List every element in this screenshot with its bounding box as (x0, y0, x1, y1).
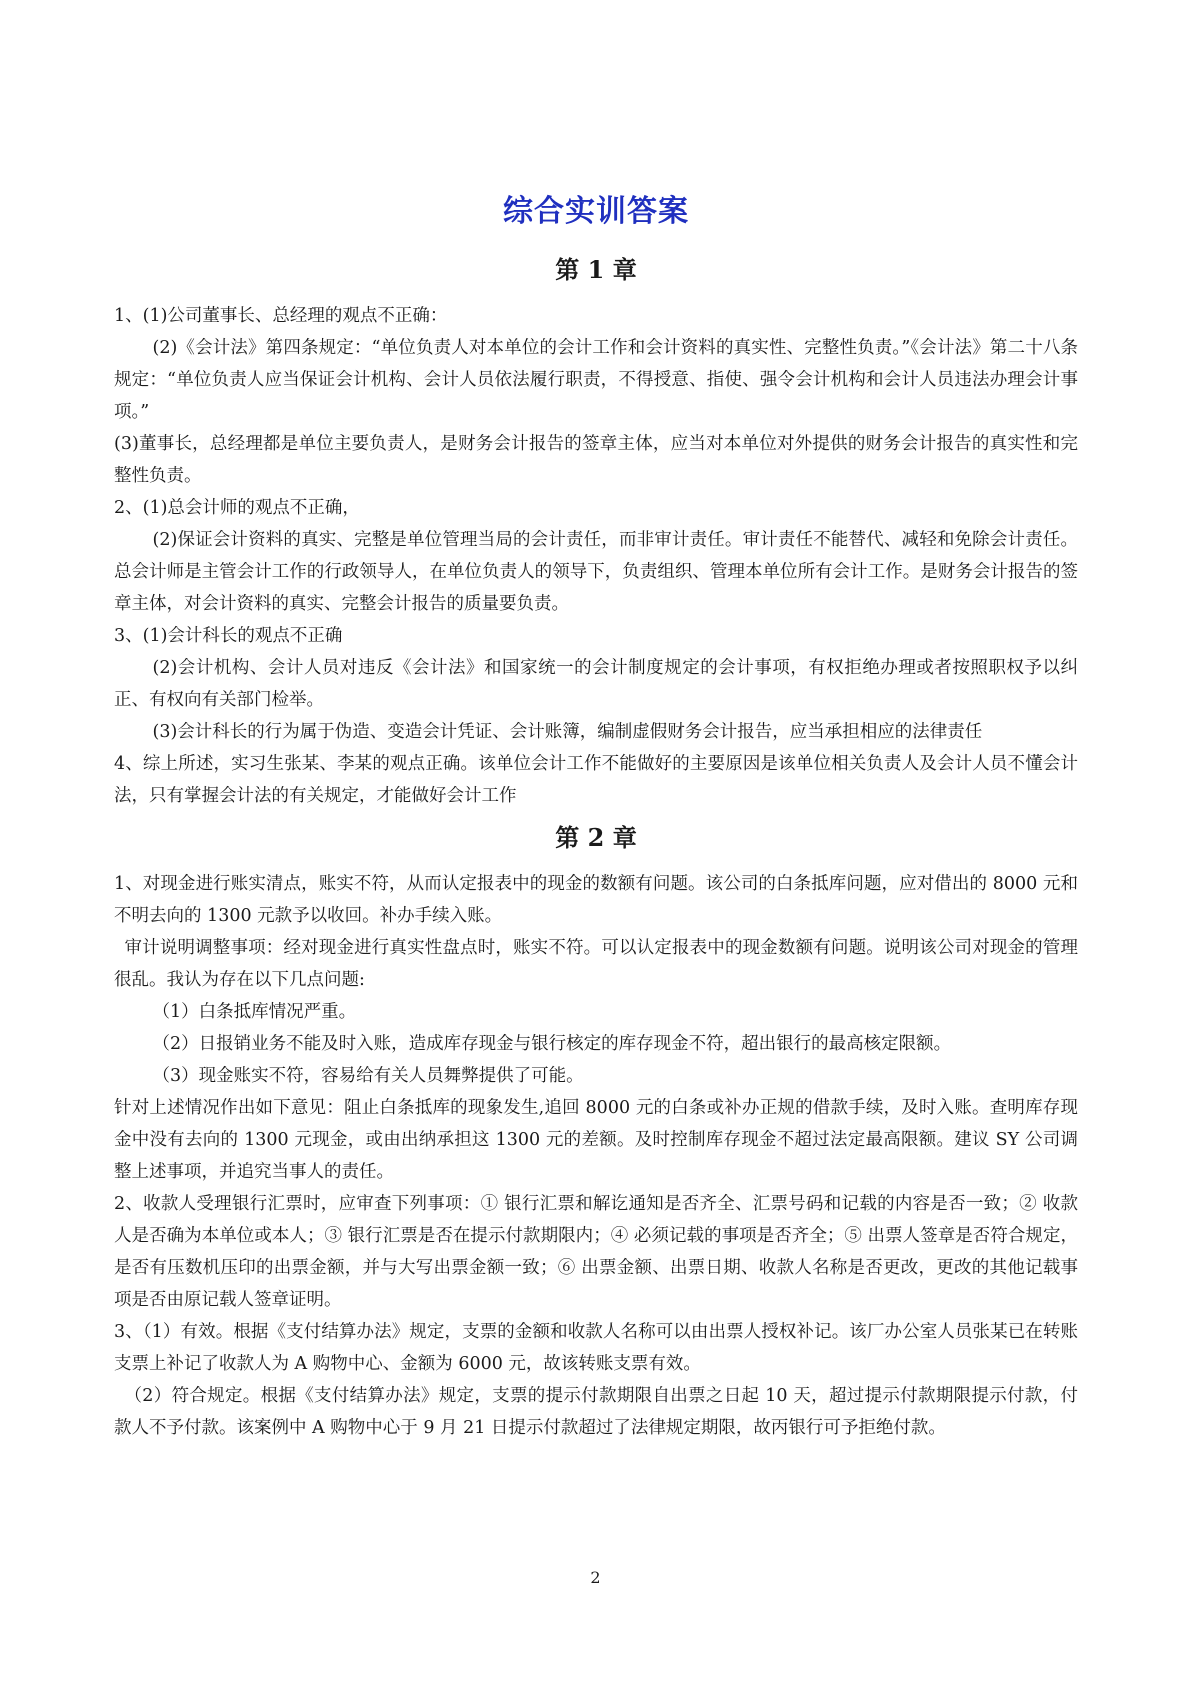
paragraph: （3）现金账实不符，容易给有关人员舞弊提供了可能。 (152, 1066, 584, 1086)
chapter-2-heading: 第 2 章 (555, 823, 637, 852)
paragraph: (2)《会计法》第四条规定：“单位负责人对本单位的会计工作和会计资料的真实性、完整性负责。”《会计法》第二十八条规定：“单位负责人应当保证会计机构、会计人员依法履行职责，不得授意、指使、强令会计机构和会计人员违法办理会计事项。” (114, 338, 1078, 422)
page-content (114, 188, 1078, 1444)
paragraph: (3)会计科长的行为属于伪造、变造会计凭证、会计账簿，编制虚假财务会计报告，应当承担相应的法律责任 (152, 722, 983, 742)
paragraph: (3)董事长，总经理都是单位主要负责人，是财务会计报告的签章主体，应当对本单位对外提供的财务会计报告的真实性和完整性负责。 (114, 434, 1078, 486)
paragraph: 针对上述情况作出如下意见：阻止白条抵库的现象发生,追回 8000 元的白条或补办正规的借款手续，及时入账。查明库存现金中没有去向的 1300 元现金，或由出纳承担这 1300 元的差额。及时控制库存现金不超过法定最高限额。建议 SY 公司调整上述事项，并追究当事人的责任。 (114, 1098, 1078, 1182)
chapter-2-body (114, 868, 1078, 1444)
paragraph: 3、(1)会计科长的观点不正确 (114, 626, 343, 646)
paragraph: 2、(1)总会计师的观点不正确， (114, 498, 360, 518)
page-number: 2 (590, 1568, 601, 1587)
paragraph: 2、收款人受理银行汇票时，应审查下列事项：① 银行汇票和解讫通知是否齐全、汇票号码和记载的内容是否一致；② 收款人是否确为本单位或本人；③ 银行汇票是否在提示付款期限内；④ 必须记载的事项是否齐全；⑤ 出票人签章是否符合规定，是否有压数机压印的出票金额，并与大写出票金额一致；⑥ 出票金额、出票日期、收款人名称是否更改，更改的其他记载事项是否由原记载人签章证明。 (114, 1194, 1078, 1310)
paragraph: 1、(1)公司董事长、总经理的观点不正确： (114, 306, 448, 326)
chapter-1-heading: 第 1 章 (555, 255, 637, 284)
chapter-1-body (114, 300, 1078, 812)
paragraph: 审计说明调整事项：经对现金进行真实性盘点时，账实不符。可以认定报表中的现金数额有问题。说明该公司对现金的管理很乱。我认为存在以下几点问题: (114, 938, 1078, 990)
paragraph: (2)会计机构、会计人员对违反《会计法》和国家统一的会计制度规定的会计事项，有权拒绝办理或者按照职权予以纠正、有权向有关部门检举。 (114, 658, 1078, 710)
paragraph: （1）白条抵库情况严重。 (152, 1002, 357, 1022)
paragraph: 1、对现金进行账实清点，账实不符，从而认定报表中的现金的数额有问题。该公司的白条抵库问题，应对借出的 8000 元和不明去向的 1300 元款予以收回。补办手续入账。 (114, 874, 1078, 926)
paragraph: 3、（1）有效。根据《支付结算办法》规定，支票的金额和收款人名称可以由出票人授权补记。该厂办公室人员张某已在转账支票上补记了收款人为 A 购物中心、金额为 6000 元，故该转账支票有效。 (114, 1322, 1078, 1374)
document-title: 综合实训答案 (503, 194, 689, 229)
paragraph: （2）日报销业务不能及时入账，造成库存现金与银行核定的库存现金不符，超出银行的最高核定限额。 (152, 1034, 952, 1054)
paragraph: (2)保证会计资料的真实、完整是单位管理当局的会计责任，而非审计责任。审计责任不能替代、减轻和免除会计责任。总会计师是主管会计工作的行政领导人，在单位负责人的领导下，负责组织、管理本单位所有会计工作。是财务会计报告的签章主体，对会计资料的真实、完整会计报告的质量要负责。 (114, 530, 1078, 614)
paragraph: （2）符合规定。根据《支付结算办法》规定，支票的提示付款期限自出票之日起 10 天，超过提示付款期限提示付款，付款人不予付款。该案例中 A 购物中心于 9 月 21 日提示付款超过了法律规定期限，故丙银行可予拒绝付款。 (114, 1386, 1078, 1438)
paragraph: 4、综上所述，实习生张某、李某的观点正确。该单位会计工作不能做好的主要原因是该单位相关负责人及会计人员不懂会计法，只有掌握会计法的有关规定，才能做好会计工作 (114, 754, 1078, 806)
